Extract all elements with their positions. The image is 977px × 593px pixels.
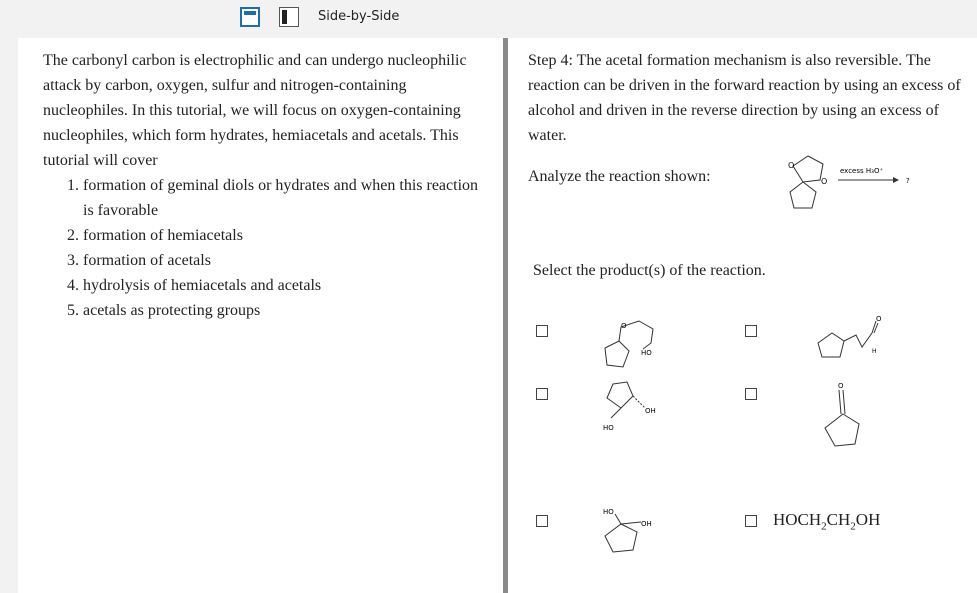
option-3-hydroxyl-label: OH: [645, 407, 656, 415]
side-by-side-view-button[interactable]: [279, 7, 299, 27]
option-1-bonds: [605, 321, 653, 367]
select-prompt: Select the product(s) of the reaction.: [533, 262, 766, 279]
option-4-oxygen-label: O: [838, 382, 844, 390]
option-6-formula: [773, 510, 880, 532]
option-3-bonds: [607, 382, 645, 418]
tabbed-view-button[interactable]: [240, 7, 260, 27]
option-4-checkbox[interactable]: [745, 388, 757, 400]
reaction-arrow-head: [893, 177, 899, 183]
formula-part: CH: [826, 510, 851, 529]
analyze-prompt: Analyze the reaction shown:: [528, 168, 711, 185]
option-5-hydroxyl-label: OH: [641, 520, 652, 528]
option-1-oxygen-label: O: [621, 322, 627, 330]
option-2-structure: [806, 313, 886, 373]
option-2-oxygen-label: O: [876, 315, 882, 323]
option-2-bonds: [818, 321, 878, 357]
topic-item: 3. formation of acetals: [83, 248, 488, 273]
option-5-checkbox[interactable]: [536, 515, 548, 527]
unknown-product-mark: ?: [906, 177, 910, 185]
option-4-structure: [813, 378, 873, 463]
formula-part: HOCH: [773, 510, 822, 529]
topic-item: 5. acetals as protecting groups: [83, 298, 488, 323]
intro-paragraph: The carbonyl carbon is electrophilic and can undergo nucleophilic attack by carbon, oxygen, sulfur and nitrogen-containing nucleophiles. In this tutorial, we will focus on oxygen-containing nucleophiles, which form hydrates, hemiacetals and acetals. This tutorial will cover: [43, 52, 467, 169]
option-1-checkbox[interactable]: [536, 325, 548, 337]
reactant-spiroacetal: [790, 156, 823, 208]
ring-oxygen-label: O: [788, 161, 795, 170]
step-description: Step 4: The acetal formation mechanism is also reversible. The reaction can be driven in the forward reaction by using an excess of alcohol and driven in the reverse direction by using an excess of water.: [528, 52, 961, 144]
reagent-label: excess H₃O⁺: [840, 167, 884, 175]
ring-oxygen-label: O: [821, 177, 828, 186]
option-1-hydroxyl-label: HO: [641, 349, 652, 357]
topic-list: [43, 173, 488, 323]
formula-part: OH: [855, 510, 881, 529]
intro-text-block: [43, 48, 488, 323]
question-pane: [508, 38, 977, 593]
topic-item: 1. formation of geminal diols or hydrates and when this reaction is favorable: [83, 173, 488, 223]
tutorial-intro-pane: [18, 38, 503, 593]
side-by-side-view-icon: [282, 10, 287, 24]
view-toolbar: [0, 0, 977, 36]
option-2-checkbox[interactable]: [745, 325, 757, 337]
topic-item: 4. hydrolysis of hemiacetals and acetals: [83, 273, 488, 298]
option-3-hydroxyl-label: HO: [603, 424, 614, 432]
formula-subscript: 2: [850, 520, 856, 533]
option-5-structure: [593, 498, 673, 573]
option-4-bonds: [825, 390, 859, 446]
option-1-structure: [593, 313, 663, 383]
reaction-scheme: [768, 150, 977, 220]
topic-item: 2. formation of hemiacetals: [83, 223, 488, 248]
formula-subscript: 2: [821, 520, 827, 533]
option-6-checkbox[interactable]: [745, 515, 757, 527]
option-5-hydroxyl-label: HO: [603, 508, 614, 516]
option-3-checkbox[interactable]: [536, 388, 548, 400]
option-5-bonds: [605, 514, 641, 552]
option-2-hydrogen-label: H: [872, 348, 877, 355]
tabbed-view-icon: [244, 11, 256, 15]
view-mode-label: Side-by-Side: [318, 9, 400, 24]
option-3-structure: [593, 378, 663, 438]
